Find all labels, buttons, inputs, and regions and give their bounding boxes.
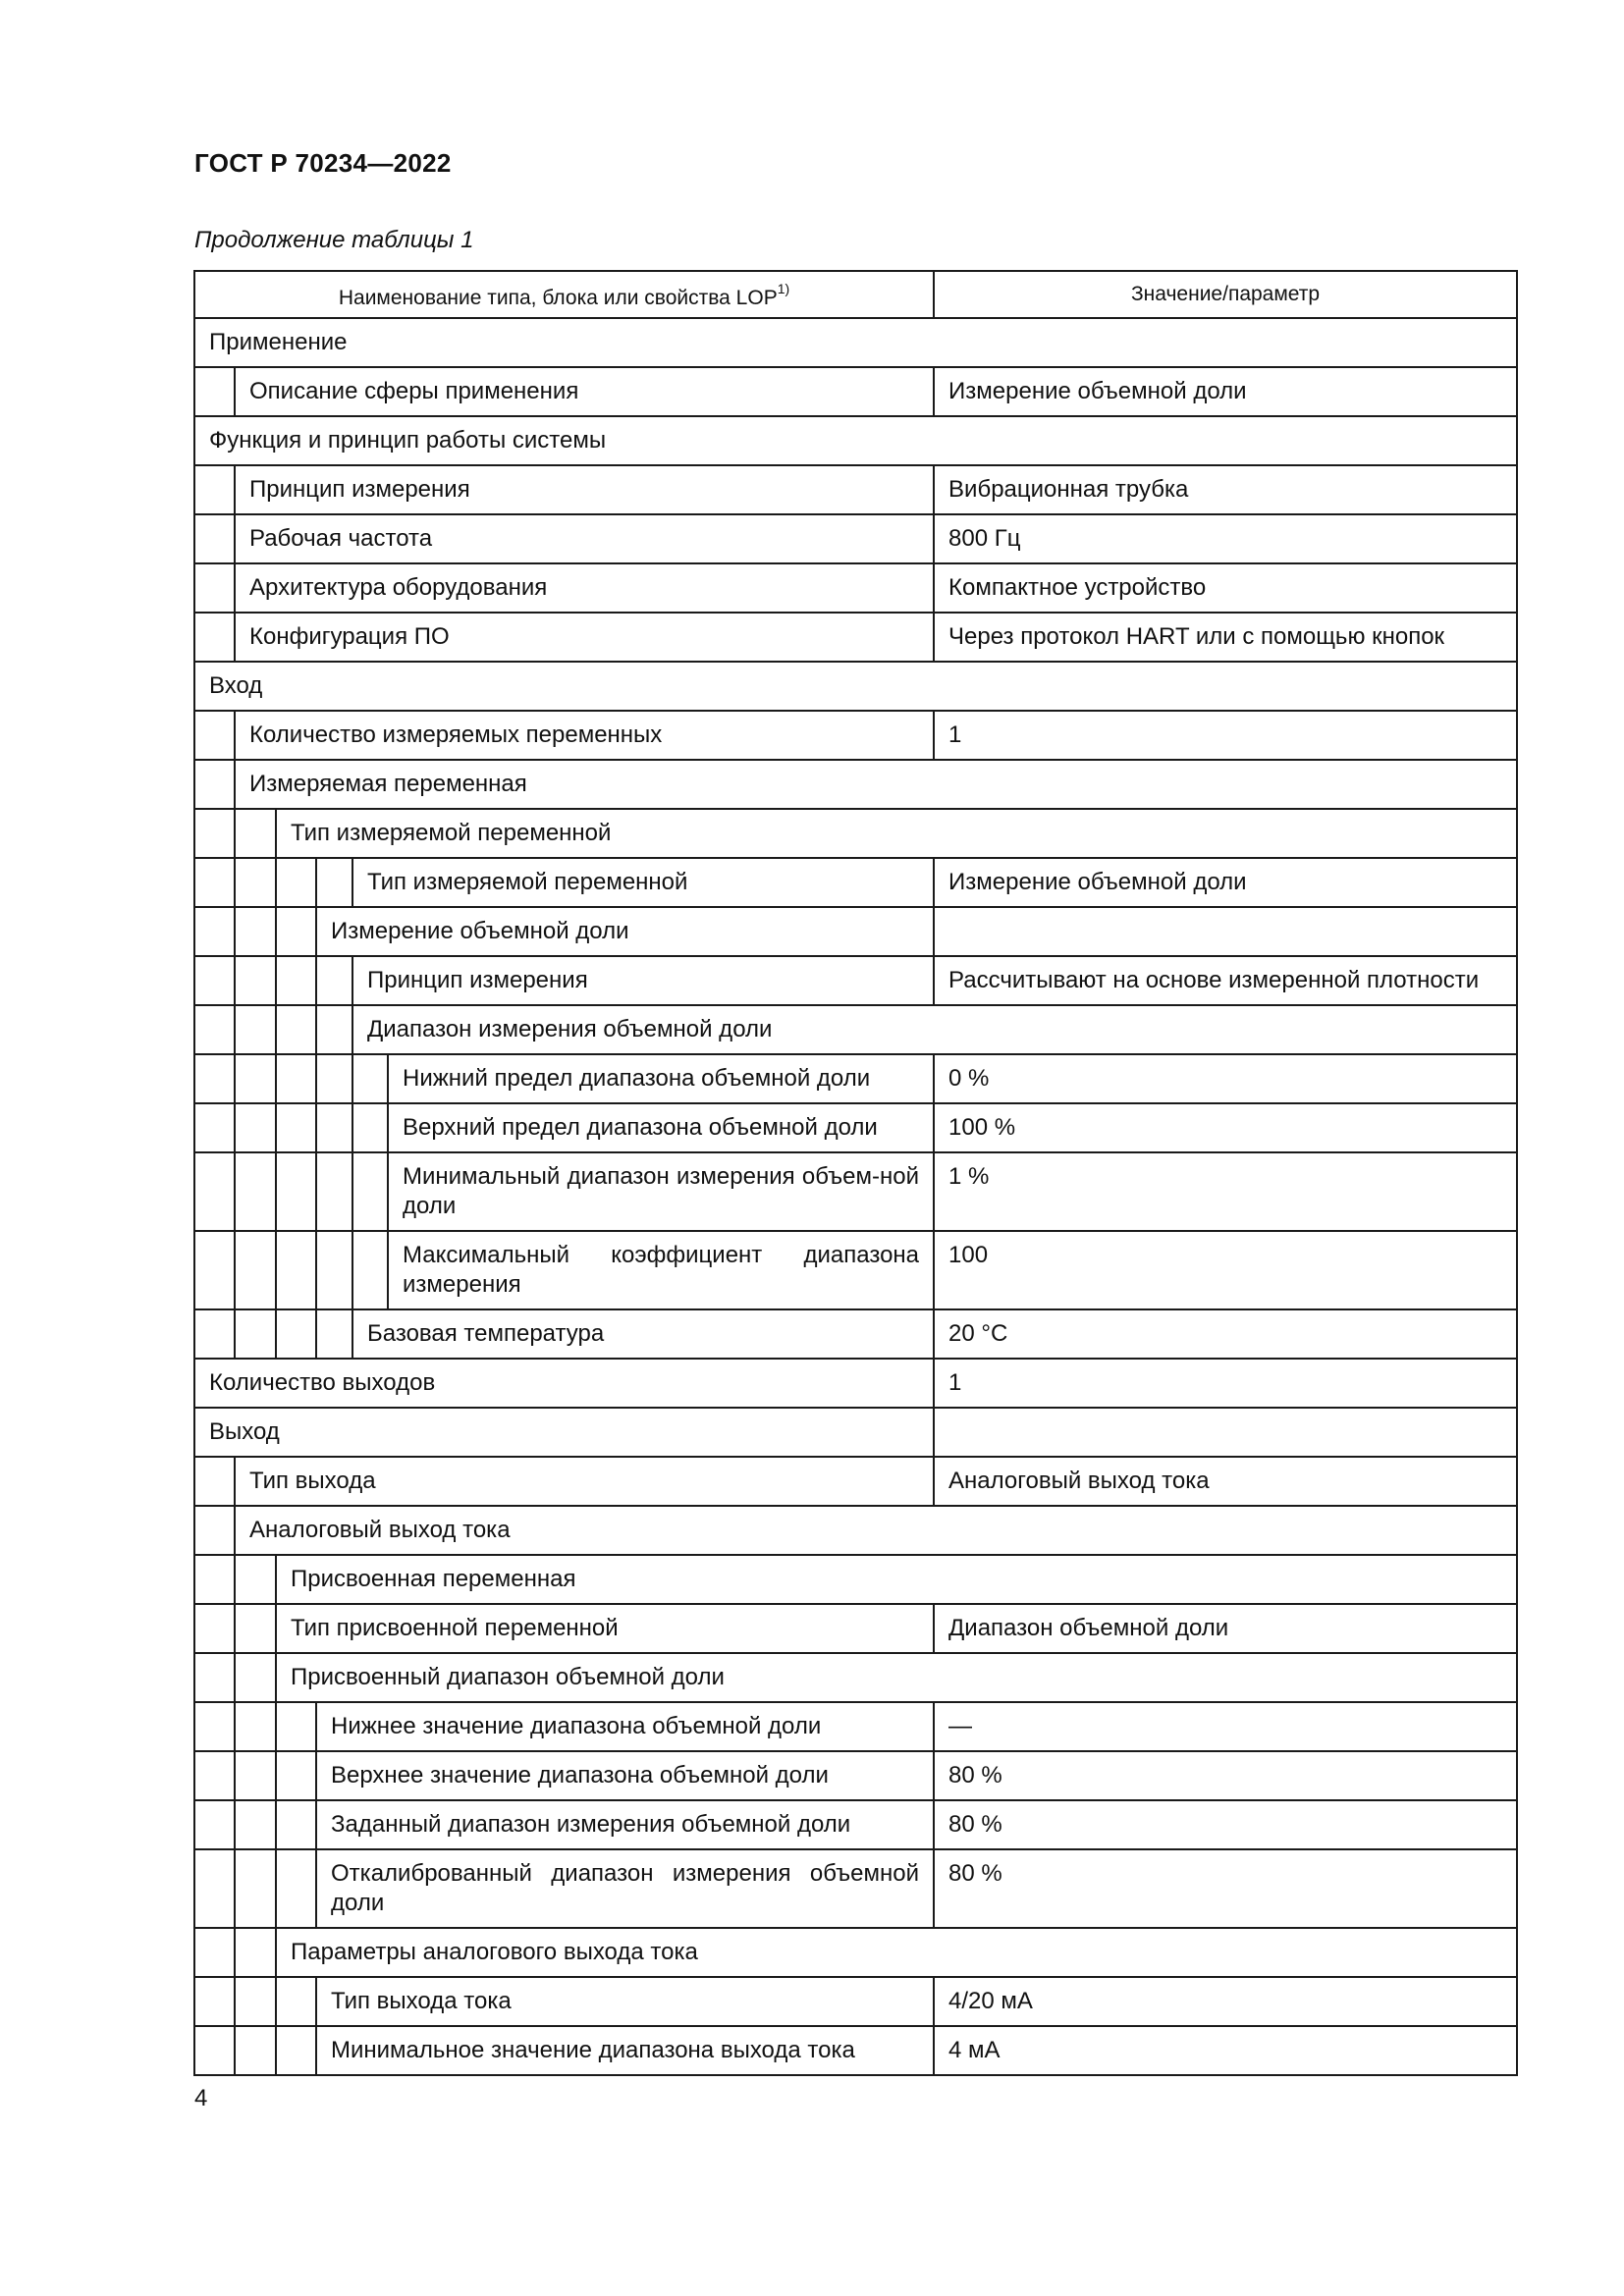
indent-cell — [316, 1005, 352, 1054]
property-name-cell: Вход — [194, 662, 1517, 711]
indent-cell — [194, 1457, 235, 1506]
property-name-cell: Верхний предел диапазона объемной доли — [388, 1103, 934, 1152]
property-value-cell: Диапазон объемной доли — [934, 1604, 1517, 1653]
column-header-value: Значение/параметр — [934, 271, 1517, 318]
table-row — [194, 1457, 1517, 1506]
indent-cell — [235, 1702, 276, 1751]
indent-cell — [194, 1653, 235, 1702]
property-name-cell: Откалиброванный диапазон измерения объемной доли — [316, 1849, 934, 1928]
table-row — [194, 1309, 1517, 1359]
indent-cell — [194, 1054, 235, 1103]
property-name-cell: Функция и принцип работы системы — [194, 416, 1517, 465]
property-value-cell: Аналоговый выход тока — [934, 1457, 1517, 1506]
property-name-cell: Количество измеряемых переменных — [235, 711, 934, 760]
table-row — [194, 1977, 1517, 2026]
indent-cell — [276, 1751, 316, 1800]
indent-cell — [316, 956, 352, 1005]
property-value-cell: Вибрационная трубка — [934, 465, 1517, 514]
property-name-cell: Принцип измерения — [235, 465, 934, 514]
property-name-cell: Выход — [194, 1408, 934, 1457]
property-name-cell: Принцип измерения — [352, 956, 934, 1005]
property-name-cell: Количество выходов — [194, 1359, 934, 1408]
property-name-cell: Измеряемая переменная — [235, 760, 1517, 809]
indent-cell — [194, 1506, 235, 1555]
table-row — [194, 2026, 1517, 2075]
table-row — [194, 662, 1517, 711]
indent-cell — [194, 956, 235, 1005]
table-row — [194, 367, 1517, 416]
property-name-cell: Описание сферы применения — [235, 367, 934, 416]
table-row — [194, 907, 1517, 956]
property-name-cell: Архитектура оборудования — [235, 563, 934, 613]
property-value-cell: 80 % — [934, 1751, 1517, 1800]
table-row — [194, 1849, 1517, 1928]
table-row — [194, 318, 1517, 367]
indent-cell — [276, 1231, 316, 1309]
indent-cell — [194, 1800, 235, 1849]
table-row — [194, 1359, 1517, 1408]
property-value-cell — [934, 907, 1517, 956]
indent-cell — [194, 907, 235, 956]
indent-cell — [194, 514, 235, 563]
property-value-cell: 4 мА — [934, 2026, 1517, 2075]
property-name-cell: Конфигурация ПО — [235, 613, 934, 662]
table-caption: Продолжение таблицы 1 — [194, 227, 474, 253]
property-name-cell: Нижнее значение диапазона объемной доли — [316, 1702, 934, 1751]
indent-cell — [276, 2026, 316, 2075]
indent-cell — [276, 1103, 316, 1152]
indent-cell — [276, 907, 316, 956]
property-value-cell: 80 % — [934, 1800, 1517, 1849]
column-header-name-text: Наименование типа, блока или свойства LOP — [338, 286, 778, 309]
indent-cell — [235, 1231, 276, 1309]
property-value-cell: — — [934, 1702, 1517, 1751]
indent-cell — [194, 760, 235, 809]
indent-cell — [194, 711, 235, 760]
indent-cell — [194, 1231, 235, 1309]
table-row — [194, 1800, 1517, 1849]
indent-cell — [352, 1152, 388, 1231]
indent-cell — [194, 2026, 235, 2075]
property-name-cell: Диапазон измерения объемной доли — [352, 1005, 1517, 1054]
indent-cell — [194, 1309, 235, 1359]
property-name-cell: Параметры аналогового выхода тока — [276, 1928, 1517, 1977]
indent-cell — [235, 858, 276, 907]
page-number: 4 — [194, 2085, 208, 2111]
table-row — [194, 1604, 1517, 1653]
indent-cell — [316, 1152, 352, 1231]
indent-cell — [235, 1005, 276, 1054]
property-value-cell: 20 °C — [934, 1309, 1517, 1359]
indent-cell — [352, 1054, 388, 1103]
table-row — [194, 465, 1517, 514]
indent-cell — [194, 858, 235, 907]
table-row — [194, 1054, 1517, 1103]
property-name-cell: Заданный диапазон измерения объемной доли — [316, 1800, 934, 1849]
indent-cell — [235, 907, 276, 956]
indent-cell — [235, 1604, 276, 1653]
table-row — [194, 809, 1517, 858]
property-value-cell: 1 — [934, 1359, 1517, 1408]
indent-cell — [352, 1103, 388, 1152]
indent-cell — [276, 1152, 316, 1231]
table-row — [194, 711, 1517, 760]
table-row — [194, 1506, 1517, 1555]
table-row — [194, 1231, 1517, 1309]
indent-cell — [194, 1604, 235, 1653]
indent-cell — [235, 1103, 276, 1152]
table-body — [194, 318, 1517, 2075]
indent-cell — [194, 1977, 235, 2026]
property-value-cell — [934, 1408, 1517, 1457]
indent-cell — [316, 1054, 352, 1103]
property-name-cell: Базовая температура — [352, 1309, 934, 1359]
table-row — [194, 1408, 1517, 1457]
indent-cell — [194, 465, 235, 514]
indent-cell — [194, 1152, 235, 1231]
table-row — [194, 760, 1517, 809]
table-row — [194, 563, 1517, 613]
indent-cell — [235, 956, 276, 1005]
indent-cell — [194, 1928, 235, 1977]
indent-cell — [316, 1309, 352, 1359]
property-name-cell: Нижний предел диапазона объемной доли — [388, 1054, 934, 1103]
property-name-cell: Тип выхода тока — [316, 1977, 934, 2026]
property-name-cell: Максимальный коэффициент диапазона измерения — [388, 1231, 934, 1309]
property-name-cell: Присвоенная переменная — [276, 1555, 1517, 1604]
indent-cell — [235, 1928, 276, 1977]
table-row — [194, 1702, 1517, 1751]
table-row — [194, 956, 1517, 1005]
indent-cell — [276, 1800, 316, 1849]
indent-cell — [194, 1555, 235, 1604]
table-row — [194, 1103, 1517, 1152]
property-value-cell: Рассчитывают на основе измеренной плотности — [934, 956, 1517, 1005]
indent-cell — [235, 1555, 276, 1604]
indent-cell — [194, 563, 235, 613]
table-row — [194, 1555, 1517, 1604]
indent-cell — [194, 367, 235, 416]
indent-cell — [316, 858, 352, 907]
property-name-cell: Верхнее значение диапазона объемной доли — [316, 1751, 934, 1800]
property-name-cell: Рабочая частота — [235, 514, 934, 563]
indent-cell — [235, 1751, 276, 1800]
indent-cell — [276, 1005, 316, 1054]
property-value-cell: 100 % — [934, 1103, 1517, 1152]
indent-cell — [194, 1005, 235, 1054]
indent-cell — [316, 1103, 352, 1152]
property-name-cell: Минимальное значение диапазона выхода тока — [316, 2026, 934, 2075]
property-name-cell: Тип измеряемой переменной — [352, 858, 934, 907]
property-value-cell: 1 — [934, 711, 1517, 760]
indent-cell — [235, 1152, 276, 1231]
property-value-cell: 4/20 мА — [934, 1977, 1517, 2026]
property-name-cell: Измерение объемной доли — [316, 907, 934, 956]
table-row — [194, 416, 1517, 465]
property-value-cell: 80 % — [934, 1849, 1517, 1928]
property-value-cell: Измерение объемной доли — [934, 367, 1517, 416]
property-value-cell: 800 Гц — [934, 514, 1517, 563]
property-value-cell: 100 — [934, 1231, 1517, 1309]
property-name-cell: Тип выхода — [235, 1457, 934, 1506]
indent-cell — [194, 1702, 235, 1751]
property-value-cell: Измерение объемной доли — [934, 858, 1517, 907]
indent-cell — [276, 1309, 316, 1359]
indent-cell — [235, 1849, 276, 1928]
indent-cell — [352, 1231, 388, 1309]
indent-cell — [235, 1309, 276, 1359]
indent-cell — [235, 809, 276, 858]
table-row — [194, 1152, 1517, 1231]
property-name-cell: Минимальный диапазон измерения объем-ной доли — [388, 1152, 934, 1231]
table-row — [194, 1653, 1517, 1702]
column-header-name — [194, 271, 934, 318]
table-row — [194, 514, 1517, 563]
property-name-cell: Тип присвоенной переменной — [276, 1604, 934, 1653]
property-name-cell: Аналоговый выход тока — [235, 1506, 1517, 1555]
table-row — [194, 1928, 1517, 1977]
lop-properties-table — [193, 270, 1518, 2076]
document-header: ГОСТ Р 70234—2022 — [194, 148, 452, 178]
indent-cell — [235, 1800, 276, 1849]
property-name-cell: Тип измеряемой переменной — [276, 809, 1517, 858]
indent-cell — [276, 1702, 316, 1751]
table-header-row — [194, 271, 1517, 318]
indent-cell — [194, 613, 235, 662]
property-value-cell: 0 % — [934, 1054, 1517, 1103]
table-row — [194, 1751, 1517, 1800]
indent-cell — [194, 1849, 235, 1928]
indent-cell — [194, 809, 235, 858]
indent-cell — [276, 858, 316, 907]
indent-cell — [276, 956, 316, 1005]
indent-cell — [194, 1103, 235, 1152]
indent-cell — [276, 1054, 316, 1103]
indent-cell — [235, 2026, 276, 2075]
indent-cell — [316, 1231, 352, 1309]
indent-cell — [276, 1849, 316, 1928]
property-name-cell: Применение — [194, 318, 1517, 367]
indent-cell — [235, 1977, 276, 2026]
property-value-cell: 1 % — [934, 1152, 1517, 1231]
table-row — [194, 613, 1517, 662]
table-row — [194, 858, 1517, 907]
property-value-cell: Через протокол HART или с помощью кнопок — [934, 613, 1517, 662]
indent-cell — [235, 1054, 276, 1103]
indent-cell — [276, 1977, 316, 2026]
property-name-cell: Присвоенный диапазон объемной доли — [276, 1653, 1517, 1702]
table-row — [194, 1005, 1517, 1054]
indent-cell — [194, 1751, 235, 1800]
footnote-marker: 1) — [777, 280, 790, 296]
property-value-cell: Компактное устройство — [934, 563, 1517, 613]
indent-cell — [235, 1653, 276, 1702]
